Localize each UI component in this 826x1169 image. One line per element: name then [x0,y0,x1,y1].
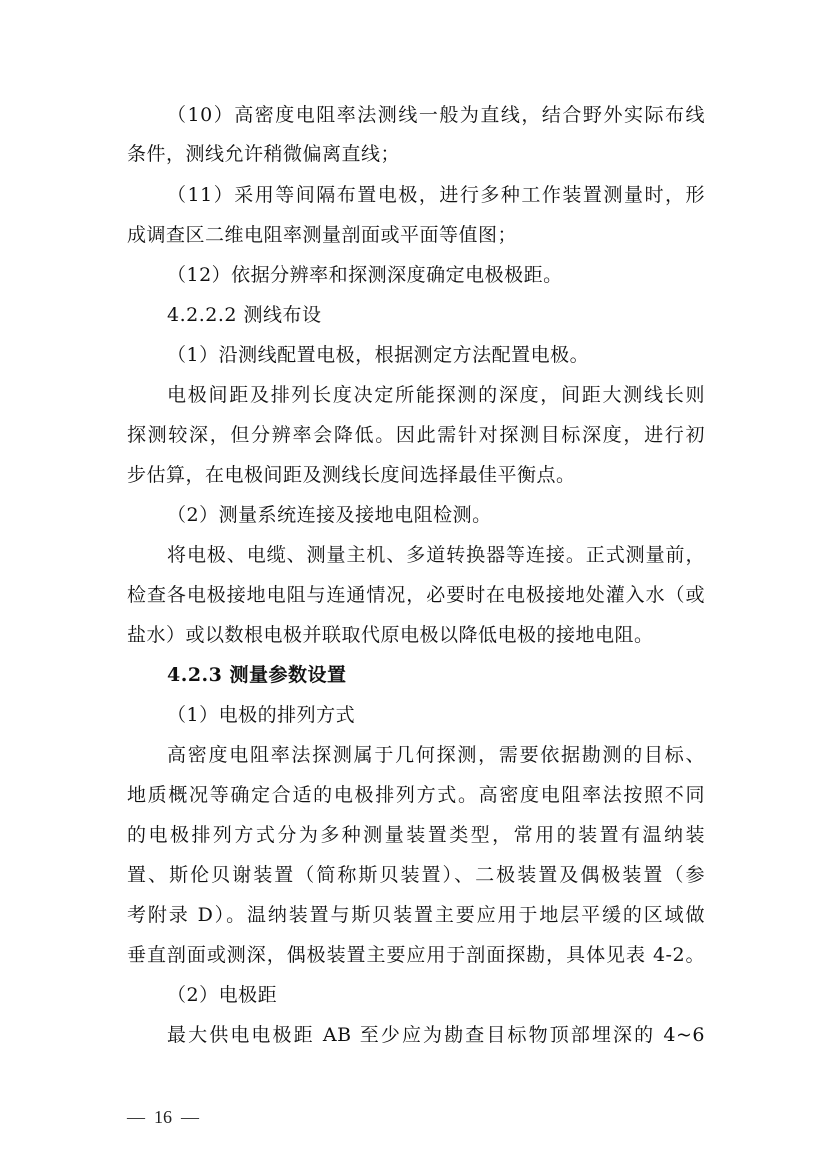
paragraph-line: （12）依据分辨率和探测深度确定电极极距。 [167,264,563,286]
section-heading: 4.2.3 测量参数设置 [167,664,347,686]
paragraph-line: （2）测量系统连接及接地电阻检测。 [167,504,492,526]
paragraph-line: 探测较深，但分辨率会降低。因此需针对探测目标深度，进行初 [127,424,705,446]
paragraph-line: 的电极排列方式分为多种测量装置类型，常用的装置有温纳装 [127,824,705,846]
paragraph-line: 置、斯伦贝谢装置（简称斯贝装置）、二极装置及偶极装置（参 [127,864,705,886]
paragraph-line: 成调查区二维电阻率测量剖面或平面等值图； [127,224,518,246]
paragraph-line: 垂直剖面或测深，偶极装置主要应用于剖面探勘，具体见表 4-2。 [127,944,705,966]
paragraph-line: （11）采用等间隔布置电极，进行多种工作装置测量时，形 [167,184,705,206]
paragraph-line: （10）高密度电阻率法测线一般为直线，结合野外实际布线 [167,104,705,126]
paragraph-line: 地质概况等确定合适的电极排列方式。高密度电阻率法按照不同 [127,784,705,806]
paragraph-line: 最大供电电极距 AB 至少应为勘查目标物顶部埋深的 4~6 [167,1024,705,1046]
section-heading: 4.2.2.2 测线布设 [167,304,322,326]
paragraph-line: 电极间距及排列长度决定所能探测的深度，间距大测线长则 [167,384,705,406]
paragraph-line: （1）电极的排列方式 [167,704,356,726]
paragraph-line: 将电极、电缆、测量主机、多道转换器等连接。正式测量前， [167,544,705,566]
paragraph-line: 检查各电极接地电阻与连通情况，必要时在电极接地处灌入水（或 [127,584,705,606]
paragraph-line: 盐水）或以数根电极并联取代原电极以降低电极的接地电阻。 [127,624,654,646]
paragraph-line: 高密度电阻率法探测属于几何探测，需要依据勘测的目标、 [167,744,705,766]
paragraph-line: 考附录 D）。温纳装置与斯贝装置主要应用于地层平缓的区域做 [127,904,705,926]
paragraph-line: 条件，测线允许稍微偏离直线； [127,143,401,165]
page-number: — 16 — [127,1107,199,1127]
paragraph-line: 步估算，在电极间距及测线长度间选择最佳平衡点。 [127,464,576,486]
paragraph-line: （2）电极距 [167,984,278,1006]
paragraph-line: （1）沿测线配置电极，根据测定方法配置电极。 [167,344,590,366]
